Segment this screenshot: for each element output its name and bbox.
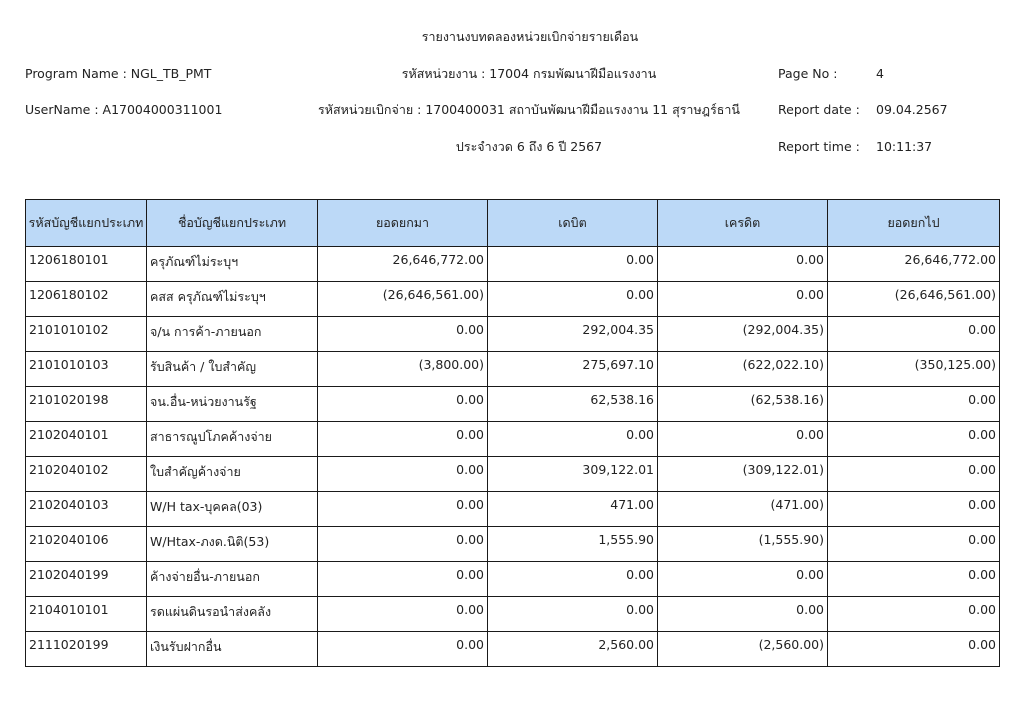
closing-balance-cell: 26,646,772.00 [828, 247, 1000, 282]
closing-balance-cell: 0.00 [828, 422, 1000, 457]
account-code-cell: 2104010101 [26, 597, 147, 632]
report-title: รายงานงบทดลองหน่วยเบิกจ่ายรายเดือน [421, 29, 639, 44]
account-code-cell: 2102040101 [26, 422, 147, 457]
debit-cell: 0.00 [488, 247, 658, 282]
closing-balance-cell: 0.00 [828, 492, 1000, 527]
account-code-cell: 2102040103 [26, 492, 147, 527]
column-header-closing-balance: ยอดยกไป [828, 200, 1000, 247]
opening-balance-cell: 0.00 [318, 492, 488, 527]
debit-cell: 0.00 [488, 282, 658, 317]
debit-cell: 62,538.16 [488, 387, 658, 422]
closing-balance-cell: 0.00 [828, 527, 1000, 562]
opening-balance-cell: 0.00 [318, 632, 488, 667]
credit-cell: 0.00 [658, 597, 828, 632]
credit-cell: (292,004.35) [658, 317, 828, 352]
table-row [26, 562, 1000, 597]
closing-balance-cell: 0.00 [828, 597, 1000, 632]
opening-balance-cell: 0.00 [318, 317, 488, 352]
opening-balance-cell: 0.00 [318, 597, 488, 632]
opening-balance-cell: 0.00 [318, 527, 488, 562]
account-code-cell: 2101020198 [26, 387, 147, 422]
column-header-account-code: รหัสบัญชีแยกประเภท [26, 200, 147, 247]
debit-cell: 309,122.01 [488, 457, 658, 492]
account-code-cell: 2102040199 [26, 562, 147, 597]
agency-code: รหัสหน่วยงาน : 17004 กรมพัฒนาฝีมือแรงงาน [401, 66, 657, 81]
debit-cell: 0.00 [488, 562, 658, 597]
debit-cell: 2,560.00 [488, 632, 658, 667]
debit-cell: 471.00 [488, 492, 658, 527]
table-row [26, 527, 1000, 562]
credit-cell: (1,555.90) [658, 527, 828, 562]
debit-cell: 292,004.35 [488, 317, 658, 352]
table-row [26, 352, 1000, 387]
disbursing-unit: รหัสหน่วยเบิกจ่าย : 1700400031 สถาบันพัฒนาฝีมือแรงงาน 11 สุราษฎร์ธานี [318, 102, 740, 117]
report-period: ประจำงวด 6 ถึง 6 ปี 2567 [455, 139, 603, 154]
program-name: Program Name : NGL_TB_PMT [25, 66, 212, 81]
account-name-cell: จ/น การค้า-ภายนอก [147, 317, 318, 352]
account-code-cell: 2102040106 [26, 527, 147, 562]
user-name: UserName : A17004000311001 [25, 102, 223, 117]
report-date-value: 09.04.2567 [876, 102, 948, 117]
account-name-cell: รับสินค้า / ใบสำคัญ [147, 352, 318, 387]
credit-cell: 0.00 [658, 422, 828, 457]
account-code-cell: 1206180101 [26, 247, 147, 282]
account-name-cell: สาธารณูปโภคค้างจ่าย [147, 422, 318, 457]
credit-cell: 0.00 [658, 247, 828, 282]
account-code-cell: 2111020199 [26, 632, 147, 667]
account-name-cell: ใบสำคัญค้างจ่าย [147, 457, 318, 492]
debit-cell: 275,697.10 [488, 352, 658, 387]
opening-balance-cell: 0.00 [318, 457, 488, 492]
table-row [26, 247, 1000, 282]
account-name-cell: ค้างจ่ายอื่น-ภายนอก [147, 562, 318, 597]
table-row [26, 597, 1000, 632]
account-name-cell: W/H tax-บุคคล(03) [147, 492, 318, 527]
closing-balance-cell: 0.00 [828, 632, 1000, 667]
table-row [26, 492, 1000, 527]
credit-cell: (309,122.01) [658, 457, 828, 492]
account-code-cell: 1206180102 [26, 282, 147, 317]
closing-balance-cell: 0.00 [828, 387, 1000, 422]
debit-cell: 1,555.90 [488, 527, 658, 562]
report-time-value: 10:11:37 [876, 139, 933, 154]
column-header-account-name: ชื่อบัญชีแยกประเภท [147, 200, 318, 247]
credit-cell: (471.00) [658, 492, 828, 527]
account-code-cell: 2101010102 [26, 317, 147, 352]
column-header-opening-balance: ยอดยกมา [318, 200, 488, 247]
credit-cell: (2,560.00) [658, 632, 828, 667]
table-row [26, 457, 1000, 492]
credit-cell: 0.00 [658, 282, 828, 317]
page-no-value: 4 [876, 66, 884, 81]
closing-balance-cell: 0.00 [828, 457, 1000, 492]
table-row [26, 387, 1000, 422]
account-name-cell: รดแผ่นดินรอนำส่งคลัง [147, 597, 318, 632]
account-name-cell: จน.อื่น-หน่วยงานรัฐ [147, 387, 318, 422]
closing-balance-cell: (26,646,561.00) [828, 282, 1000, 317]
closing-balance-cell: 0.00 [828, 317, 1000, 352]
account-code-cell: 2101010103 [26, 352, 147, 387]
debit-cell: 0.00 [488, 422, 658, 457]
report-time-label: Report time : [778, 139, 860, 154]
report-date-label: Report date : [778, 102, 860, 117]
debit-cell: 0.00 [488, 597, 658, 632]
credit-cell: (62,538.16) [658, 387, 828, 422]
closing-balance-cell: 0.00 [828, 562, 1000, 597]
opening-balance-cell: (3,800.00) [318, 352, 488, 387]
account-name-cell: เงินรับฝากอื่น [147, 632, 318, 667]
credit-cell: 0.00 [658, 562, 828, 597]
trial-balance-table [25, 199, 1000, 667]
table-header-row [26, 200, 1000, 247]
closing-balance-cell: (350,125.00) [828, 352, 1000, 387]
column-header-debit: เดบิต [488, 200, 658, 247]
opening-balance-cell: 0.00 [318, 422, 488, 457]
account-name-cell: คสส ครุภัณฑ์ไม่ระบุฯ [147, 282, 318, 317]
opening-balance-cell: 0.00 [318, 387, 488, 422]
account-name-cell: ครุภัณฑ์ไม่ระบุฯ [147, 247, 318, 282]
account-name-cell: W/Htax-ภงด.นิติ(53) [147, 527, 318, 562]
table-row [26, 282, 1000, 317]
table-row [26, 317, 1000, 352]
table-row [26, 422, 1000, 457]
opening-balance-cell: 26,646,772.00 [318, 247, 488, 282]
credit-cell: (622,022.10) [658, 352, 828, 387]
table-row [26, 632, 1000, 667]
column-header-credit: เครดิต [658, 200, 828, 247]
page-no-label: Page No : [778, 66, 838, 81]
account-code-cell: 2102040102 [26, 457, 147, 492]
opening-balance-cell: (26,646,561.00) [318, 282, 488, 317]
opening-balance-cell: 0.00 [318, 562, 488, 597]
